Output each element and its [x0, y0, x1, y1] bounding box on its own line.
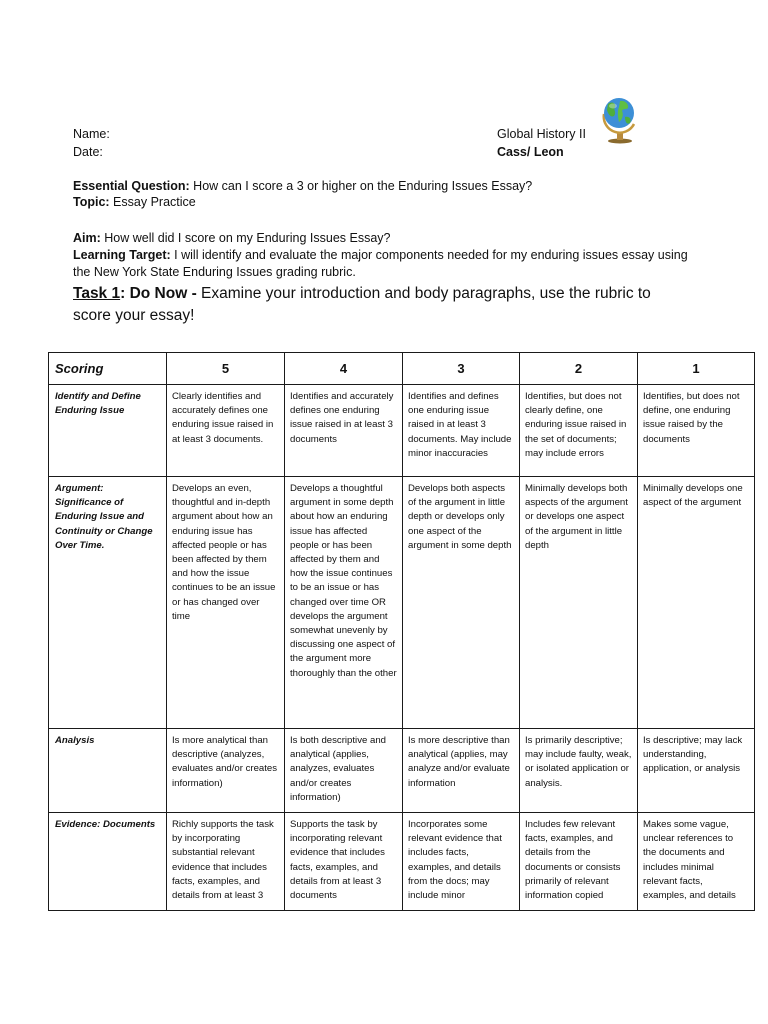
table-cell: Minimally develops one aspect of the argument	[638, 477, 755, 729]
header-scoring: Scoring	[49, 353, 167, 385]
table-cell: Is primarily descriptive; may include faulty, weak, or isolated application or analysis.	[520, 729, 638, 813]
table-cell: Identifies, but does not clearly define, one enduring issue raised in the set of documents; may include errors	[520, 385, 638, 477]
criterion-evidence-documents: Evidence: Documents	[49, 813, 167, 911]
table-cell: Is more descriptive than analytical (applies, may analyze and/or evaluate information	[403, 729, 520, 813]
table-cell: Minimally develops both aspects of the argument or develops one aspect of the argument in little depth	[520, 477, 638, 729]
topic-label: Topic:	[73, 195, 110, 209]
table-cell: Identifies and defines one enduring issue raised in at least 3 documents. May include minor inaccuracies	[403, 385, 520, 477]
table-cell: Includes few relevant facts, examples, and details from the documents or consists primarily of relevant information copied	[520, 813, 638, 911]
table-row	[49, 729, 755, 813]
criterion-argument: Argument: Significance of Enduring Issue and Continuity or Change Over Time.	[49, 477, 167, 729]
table-cell: Develops a thoughtful argument in some depth about how an enduring issue has affected people or has been affected by them and how the issue continues to be an issue or has changed over time OR develops the argument somewhat unevenly by discussing one aspect of the argument more thoroughly than the other	[285, 477, 403, 729]
do-now-label: Do Now -	[129, 285, 197, 302]
table-cell: Identifies, but does not define, one enduring issue raised by the documents	[638, 385, 755, 477]
table-row	[49, 385, 755, 477]
header-score-5: 5	[167, 353, 285, 385]
header-score-3: 3	[403, 353, 520, 385]
learning-target-line1: I will identify and evaluate the major components needed for my enduring issues essay using	[170, 248, 688, 262]
name-label: Name:	[73, 127, 110, 141]
essential-question	[73, 178, 532, 195]
learning-target	[73, 247, 688, 264]
task-line1: Examine your introduction and body paragraphs, use the rubric to	[196, 285, 651, 302]
criterion-identify-define: Identify and Define Enduring Issue	[49, 385, 167, 477]
aim-text: How well did I score on my Enduring Issues Essay?	[100, 231, 391, 245]
table-cell: Identifies and accurately defines one enduring issue raised in at least 3 documents	[285, 385, 403, 477]
table-cell: Supports the task by incorporating relevant evidence that includes facts, examples, and details from at least 3 documents	[285, 813, 403, 911]
table-cell: Develops an even, thoughtful and in-depth argument about how an enduring issue has affected people or has been affected by them and how the issue continues to be an issue or has changed over time	[167, 477, 285, 729]
header-score-2: 2	[520, 353, 638, 385]
learning-target-label: Learning Target:	[73, 248, 171, 262]
rubric-header-row	[49, 353, 755, 385]
aim	[73, 230, 391, 247]
table-cell: Clearly identifies and accurately defines one enduring issue raised in at least 3 documents.	[167, 385, 285, 477]
task-line2: score your essay!	[73, 307, 195, 324]
globe-icon	[598, 92, 642, 144]
essential-question-text: How can I score a 3 or higher on the Enduring Issues Essay?	[189, 179, 533, 193]
course-title: Global History II	[497, 127, 586, 141]
essential-question-label: Essential Question:	[73, 179, 190, 193]
aim-label: Aim:	[73, 231, 101, 245]
header-score-4: 4	[285, 353, 403, 385]
topic	[73, 194, 196, 211]
table-cell: Richly supports the task by incorporating substantial relevant evidence that includes facts, examples, and details from at least 3	[167, 813, 285, 911]
table-cell: Is more analytical than descriptive (analyzes, evaluates and/or creates information)	[167, 729, 285, 813]
table-cell: Makes some vague, unclear references to the documents and includes minimal relevant facts, examples, and details	[638, 813, 755, 911]
teacher-names: Cass/ Leon	[497, 145, 564, 159]
task-label: Task 1	[73, 285, 121, 302]
rubric-table	[48, 352, 755, 911]
criterion-analysis: Analysis	[49, 729, 167, 813]
date-label: Date:	[73, 145, 103, 159]
table-cell: Is both descriptive and analytical (applies, analyzes, evaluates and/or creates information)	[285, 729, 403, 813]
header-score-1: 1	[638, 353, 755, 385]
table-cell: Develops both aspects of the argument in little depth or develops only one aspect of the argument in some depth	[403, 477, 520, 729]
table-cell: Incorporates some relevant evidence that includes facts, examples, and details from the docs; may include minor	[403, 813, 520, 911]
task-heading: Task 1: Do Now - Examine your introduction and body paragraphs, use the rubric to	[73, 285, 651, 302]
topic-text: Essay Practice	[109, 195, 196, 209]
table-row	[49, 477, 755, 729]
learning-target-line2: the New York State Enduring Issues grading rubric.	[73, 265, 356, 279]
table-row	[49, 813, 755, 911]
table-cell: Is descriptive; may lack understanding, application, or analysis	[638, 729, 755, 813]
